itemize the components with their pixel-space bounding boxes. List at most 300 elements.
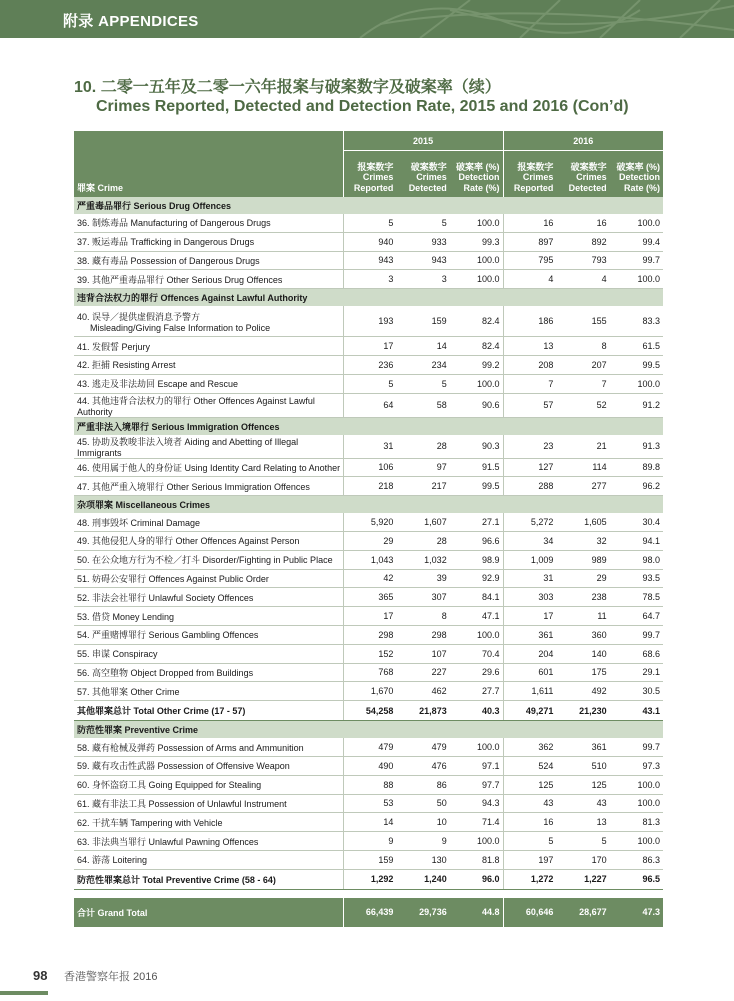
crime-label [74,251,343,270]
value-cell: 100.0 [610,214,663,232]
value-cell: 100.0 [610,832,663,851]
value-cell: 897 [503,232,556,251]
crime-label [74,435,343,459]
value-cell: 510 [556,756,609,775]
value-cell: 227 [396,663,449,682]
value-cell: 208 [503,355,556,374]
crime-label-text: 45. 协助及教唆非法入境者 Aiding and Abetting of Illegal Immigrants [77,436,299,458]
value-cell: 277 [556,477,609,496]
crime-label-text: 44. 其他违背合法权力的罪行 Other Offences Against Lawful Authority [77,395,315,417]
value-cell: 100.0 [450,270,503,289]
crime-label [74,588,343,607]
value-cell: 21,873 [396,701,449,721]
value-cell: 479 [396,738,449,756]
value-cell: 365 [343,588,396,607]
category-title: 杂项罪案 Miscellaneous Crimes [74,496,663,514]
value-cell: 100.0 [450,738,503,756]
value-cell: 32 [556,531,609,550]
value-cell: 943 [396,251,449,270]
value-cell: 52 [556,393,609,417]
value-cell: 84.1 [450,588,503,607]
value-cell: 1,611 [503,682,556,701]
value-cell: 23 [503,435,556,459]
value-cell: 298 [343,625,396,644]
value-cell: 601 [503,663,556,682]
value-cell: 17 [503,607,556,626]
value-cell: 1,605 [556,513,609,531]
header-band [0,0,734,38]
value-cell: 11 [556,607,609,626]
table-row [74,813,663,832]
crime-label [74,270,343,289]
crime-label [74,214,343,232]
value-cell: 47.1 [450,607,503,626]
crime-label [74,682,343,701]
value-cell: 1,043 [343,550,396,569]
crime-label [74,850,343,869]
value-cell: 43 [503,794,556,813]
footer-accent-bar [0,991,48,995]
value-cell: 81.3 [610,813,663,832]
value-cell: 29,736 [396,898,449,927]
value-cell: 107 [396,644,449,663]
crime-label [74,832,343,851]
value-cell: 793 [556,251,609,270]
value-cell: 91.5 [450,458,503,477]
value-cell: 5 [503,832,556,851]
year-2015-header: 2015 [343,131,503,151]
value-cell: 5 [396,374,449,393]
table-row [74,625,663,644]
value-cell: 88 [343,775,396,794]
value-cell: 236 [343,355,396,374]
table-row [74,337,663,356]
value-cell: 768 [343,663,396,682]
table-row [74,513,663,531]
page-number: 98 [33,968,48,983]
value-cell: 100.0 [450,374,503,393]
crime-label [74,477,343,496]
value-cell: 159 [396,306,449,337]
value-cell: 43 [556,794,609,813]
value-cell: 98.9 [450,550,503,569]
value-cell: 92.9 [450,569,503,588]
value-cell: 303 [503,588,556,607]
crime-label-text: 60. 身怀盗窃工具 Going Equipped for Stealing [77,780,262,791]
value-cell: 47.3 [610,898,663,927]
value-cell: 58 [396,393,449,417]
value-cell: 125 [503,775,556,794]
value-cell: 93.5 [610,569,663,588]
value-cell: 98.0 [610,550,663,569]
value-cell: 64.7 [610,607,663,626]
value-cell: 42 [343,569,396,588]
value-cell: 96.2 [610,477,663,496]
crime-label-text: 49. 其他侵犯人身的罪行 Other Offences Against Person [77,536,300,547]
value-cell: 140 [556,644,609,663]
col-reported-2015: 报案数字 Crimes Reported [343,151,396,198]
crime-label-text: 64. 游荡 Loitering [77,855,148,866]
value-cell: 3 [396,270,449,289]
title-chinese: 10. 二零一五年及二零一六年报案与破案数字及破案率（续） [74,79,501,96]
crime-label [74,337,343,356]
value-cell: 360 [556,625,609,644]
value-cell: 54,258 [343,701,396,721]
spacer-cell [74,889,663,898]
value-cell: 490 [343,756,396,775]
value-cell: 53 [343,794,396,813]
value-cell: 8 [556,337,609,356]
category-title: 防范性罪案 Preventive Crime [74,721,663,739]
value-cell: 96.0 [450,869,503,889]
value-cell: 288 [503,477,556,496]
value-cell: 217 [396,477,449,496]
value-cell: 83.3 [610,306,663,337]
crime-label-text: 37. 贩运毒品 Trafficking in Dangerous Drugs [77,237,255,248]
value-cell: 60,646 [503,898,556,927]
category-title: 严重毒品罪行 Serious Drug Offences [74,197,663,214]
table-row [74,393,663,417]
crime-label [74,513,343,531]
table-row [74,374,663,393]
value-cell: 50 [396,794,449,813]
crime-label-text: 39. 其他严重毒品罪行 Other Serious Drug Offences [77,274,283,285]
crime-label-text: 41. 发假誓 Perjury [77,341,151,352]
value-cell: 96.5 [610,869,663,889]
value-cell: 7 [503,374,556,393]
value-cell: 933 [396,232,449,251]
value-cell: 1,227 [556,869,609,889]
page-footer [0,960,734,1001]
table-row [74,775,663,794]
value-cell: 28,677 [556,898,609,927]
value-cell: 892 [556,232,609,251]
value-cell: 462 [396,682,449,701]
value-cell: 40.3 [450,701,503,721]
crime-label [74,794,343,813]
value-cell: 152 [343,644,396,663]
value-cell: 17 [343,337,396,356]
value-cell: 30.5 [610,682,663,701]
crime-label [74,531,343,550]
crime-label [74,775,343,794]
value-cell: 97 [396,458,449,477]
value-cell: 3 [343,270,396,289]
value-cell: 4 [503,270,556,289]
value-cell: 71.4 [450,813,503,832]
crime-label [74,813,343,832]
value-cell: 21,230 [556,701,609,721]
value-cell: 86 [396,775,449,794]
subtotal-row [74,869,663,889]
crime-label-text: 51. 妨碍公安罪行 Offences Against Public Order [77,573,269,584]
value-cell: 97.3 [610,756,663,775]
crime-label [74,625,343,644]
value-cell: 39 [396,569,449,588]
value-cell: 8 [396,607,449,626]
table-row [74,458,663,477]
value-cell: 5,272 [503,513,556,531]
spacer-row [74,889,663,898]
value-cell: 49,271 [503,701,556,721]
crime-label-text-line2: Misleading/Giving False Information to Police [90,322,271,333]
page-title [74,78,629,116]
value-cell: 1,607 [396,513,449,531]
crime-label [74,569,343,588]
value-cell: 197 [503,850,556,869]
value-cell: 476 [396,756,449,775]
value-cell: 5 [396,214,449,232]
subtotal-row [74,701,663,721]
value-cell: 29 [556,569,609,588]
crime-label-text: 57. 其他罪案 Other Crime [77,686,180,697]
publication-name: 香港警察年报 2016 [64,971,158,983]
value-cell: 29.6 [450,663,503,682]
crime-label-text: 47. 其他严重入境罪行 Other Serious Immigration Offences [77,481,310,492]
value-cell: 1,272 [503,869,556,889]
value-cell: 5 [343,374,396,393]
value-cell: 298 [396,625,449,644]
value-cell: 234 [396,355,449,374]
value-cell: 99.5 [610,355,663,374]
crime-label-text: 56. 高空堕物 Object Dropped from Buildings [77,667,254,678]
value-cell: 44.8 [450,898,503,927]
table-row [74,832,663,851]
value-cell: 99.7 [610,625,663,644]
value-cell: 13 [556,813,609,832]
table-row [74,435,663,459]
value-cell: 479 [343,738,396,756]
value-cell: 31 [503,569,556,588]
crime-label-text: 38. 藏有毒品 Possession of Dangerous Drugs [77,255,260,266]
value-cell: 1,009 [503,550,556,569]
subtotal-label: 其他罪案总计 Total Other Crime (17 - 57) [74,701,343,721]
table-row [74,214,663,232]
category-title: 违背合法权力的罪行 Offences Against Lawful Authority [74,289,663,307]
value-cell: 31 [343,435,396,459]
section-label: 附录 APPENDICES [63,13,199,30]
value-cell: 361 [503,625,556,644]
value-cell: 100.0 [610,775,663,794]
col-detected-2016: 破案数字 Crimes Detected [556,151,609,198]
crime-column-header: 罪案 Crime [74,151,343,198]
crime-label [74,355,343,374]
value-cell: 99.7 [610,738,663,756]
value-cell: 66,439 [343,898,396,927]
value-cell: 943 [343,251,396,270]
table-row [74,306,663,337]
value-cell: 492 [556,682,609,701]
value-cell: 9 [343,832,396,851]
value-cell: 81.8 [450,850,503,869]
value-cell: 96.6 [450,531,503,550]
value-cell: 34 [503,531,556,550]
value-cell: 4 [556,270,609,289]
table-row [74,477,663,496]
value-cell: 14 [396,337,449,356]
table-row [74,794,663,813]
crime-label [74,374,343,393]
value-cell: 61.5 [610,337,663,356]
crime-label-text: 54. 严重赌博罪行 Serious Gambling Offences [77,630,259,641]
grand-total-row [74,898,663,927]
value-cell: 78.5 [610,588,663,607]
crime-label-text: 36. 制炼毒品 Manufacturing of Dangerous Drugs [77,218,271,229]
value-cell: 91.3 [610,435,663,459]
value-cell: 70.4 [450,644,503,663]
value-cell: 5,920 [343,513,396,531]
crime-label-text: 46. 使用属于他人的身份证 Using Identity Card Relating to Another [77,462,341,473]
grand-total-label: 合计 Grand Total [74,898,343,927]
value-cell: 91.2 [610,393,663,417]
value-cell: 27.7 [450,682,503,701]
value-cell: 99.5 [450,477,503,496]
crime-label-text: 58. 藏有枪械及弹药 Possession of Arms and Ammunition [77,742,304,753]
header-blank [74,131,343,151]
value-cell: 193 [343,306,396,337]
crime-label [74,663,343,682]
table-row [74,569,663,588]
value-cell: 238 [556,588,609,607]
value-cell: 5 [343,214,396,232]
title-english: Crimes Reported, Detected and Detection Rate, 2015 and 2016 (Con’d) [96,98,629,115]
value-cell: 94.3 [450,794,503,813]
col-rate-2016: 破案率 (%) Detection Rate (%) [610,151,663,198]
value-cell: 170 [556,850,609,869]
category-row [74,197,663,214]
value-cell: 100.0 [450,832,503,851]
table-row [74,550,663,569]
value-cell: 13 [503,337,556,356]
value-cell: 90.3 [450,435,503,459]
column-header-row [74,151,663,198]
value-cell: 100.0 [450,625,503,644]
table-row [74,588,663,607]
value-cell: 175 [556,663,609,682]
value-cell: 307 [396,588,449,607]
value-cell: 97.1 [450,756,503,775]
value-cell: 795 [503,251,556,270]
value-cell: 361 [556,738,609,756]
value-cell: 1,292 [343,869,396,889]
value-cell: 68.6 [610,644,663,663]
value-cell: 186 [503,306,556,337]
value-cell: 114 [556,458,609,477]
value-cell: 94.1 [610,531,663,550]
crime-label-text: 50. 在公众地方行为不检／打斗 Disorder/Fighting in Public Place [77,555,333,566]
value-cell: 14 [343,813,396,832]
value-cell: 5 [556,832,609,851]
value-cell: 7 [556,374,609,393]
crime-statistics-table [74,131,663,927]
crime-label-text: 53. 借贷 Money Lending [77,611,175,622]
value-cell: 29 [343,531,396,550]
value-cell: 99.7 [610,251,663,270]
table-row [74,738,663,756]
value-cell: 43.1 [610,701,663,721]
table-row [74,355,663,374]
col-reported-2016: 报案数字 Crimes Reported [503,151,556,198]
crime-label-text: 59. 藏有攻击性武器 Possession of Offensive Weapon [77,761,290,772]
table-row [74,756,663,775]
table-row [74,682,663,701]
value-cell: 16 [503,214,556,232]
table-row [74,644,663,663]
value-cell: 82.4 [450,306,503,337]
value-cell: 90.6 [450,393,503,417]
table-row [74,251,663,270]
value-cell: 99.2 [450,355,503,374]
value-cell: 27.1 [450,513,503,531]
value-cell: 940 [343,232,396,251]
crime-label [74,644,343,663]
table-row [74,663,663,682]
value-cell: 125 [556,775,609,794]
value-cell: 16 [503,813,556,832]
category-title: 严重非法入境罪行 Serious Immigration Offences [74,417,663,435]
crime-label [74,232,343,251]
value-cell: 155 [556,306,609,337]
value-cell: 100.0 [450,214,503,232]
value-cell: 100.0 [610,374,663,393]
category-row [74,496,663,514]
value-cell: 17 [343,607,396,626]
value-cell: 99.4 [610,232,663,251]
value-cell: 159 [343,850,396,869]
crime-label-text: 63. 非法典当罪行 Unlawful Pawning Offences [77,836,259,847]
crime-label-text: 55. 串谋 Conspiracy [77,649,158,660]
crime-label-text: 61. 藏有非法工具 Possession of Unlawful Instrument [77,798,287,809]
table-row [74,607,663,626]
crime-label-text: 52. 非法会社罪行 Unlawful Society Offences [77,592,254,603]
category-row [74,721,663,739]
crime-label [74,306,343,337]
col-rate-2015: 破案率 (%) Detection Rate (%) [450,151,503,198]
value-cell: 30.4 [610,513,663,531]
value-cell: 524 [503,756,556,775]
value-cell: 82.4 [450,337,503,356]
year-header-row [74,131,663,151]
category-row [74,417,663,435]
crime-label [74,393,343,417]
value-cell: 99.3 [450,232,503,251]
crime-label [74,607,343,626]
crime-label [74,738,343,756]
value-cell: 1,240 [396,869,449,889]
crime-label [74,458,343,477]
value-cell: 204 [503,644,556,663]
table-row [74,232,663,251]
value-cell: 16 [556,214,609,232]
crime-label-text: 62. 干扰车辆 Tampering with Vehicle [77,817,223,828]
crime-label [74,756,343,775]
value-cell: 127 [503,458,556,477]
crime-label-text: 43. 逃走及非法劫回 Escape and Rescue [77,379,239,390]
value-cell: 106 [343,458,396,477]
value-cell: 1,032 [396,550,449,569]
crime-label-text: 48. 刑事毁坏 Criminal Damage [77,517,201,528]
table-row [74,531,663,550]
value-cell: 100.0 [610,794,663,813]
value-cell: 9 [396,832,449,851]
table-row [74,850,663,869]
value-cell: 89.8 [610,458,663,477]
value-cell: 57 [503,393,556,417]
crime-label-text: 42. 拒捕 Resisting Arrest [77,360,176,371]
value-cell: 130 [396,850,449,869]
value-cell: 21 [556,435,609,459]
value-cell: 97.7 [450,775,503,794]
